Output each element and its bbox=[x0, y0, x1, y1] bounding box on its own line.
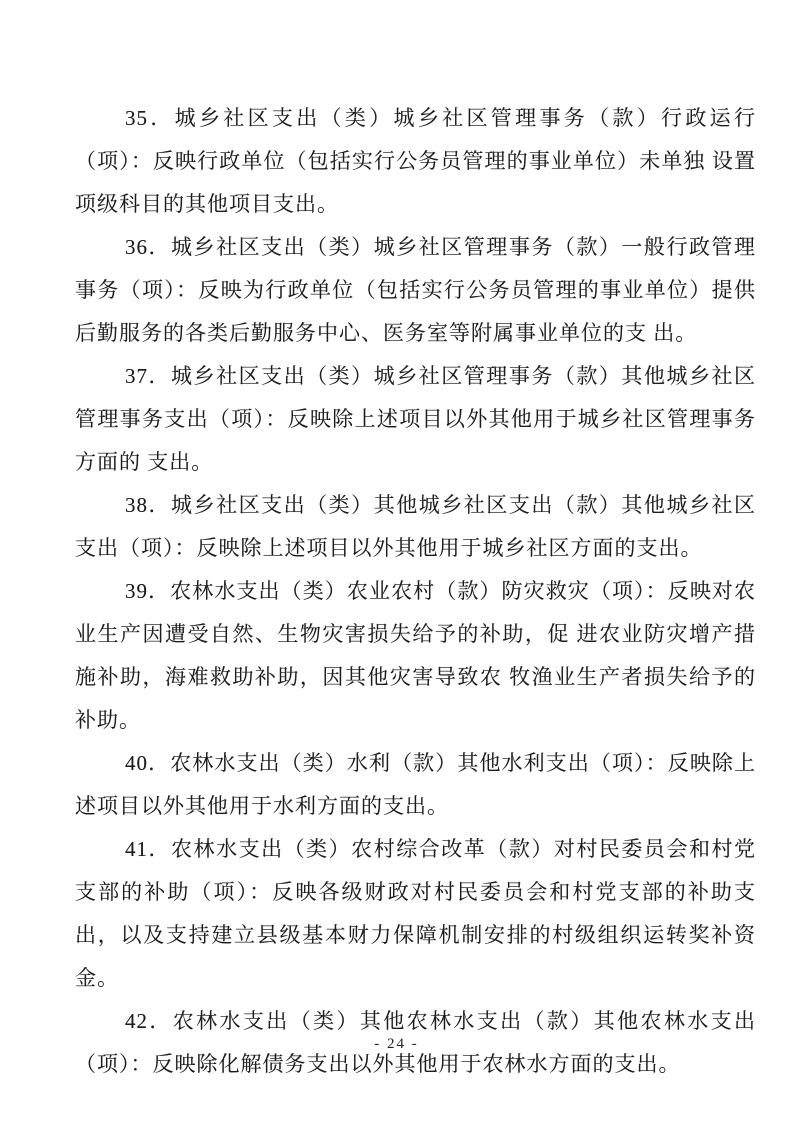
paragraph-37: 37．城乡社区支出（类）城乡社区管理事务（款）其他城乡社区管理事务支出（项）：反映除上述项目以外其他用于城乡社区管理事务方面的 支出。 bbox=[75, 364, 756, 474]
paragraph-39: 39．农林水支出（类）农业农村（款）防灾救灾（项）：反映对农业生产因遭受自然、生物灾害损失给予的补助，促 进农业防灾增产措施补助，海难救助补助，因其他灾害导致农 牧渔业生产者损失给予的补助。 bbox=[75, 579, 756, 732]
paragraph-41: 41．农林水支出（类）农村综合改革（款）对村民委员会和村党支部的补助（项）：反映各级财政对村民委员会和村党支部的补助支出，以及支持建立县级基本财力保障机制安排的村级组织运转奖补资金。 bbox=[75, 837, 756, 990]
paragraph-40: 40．农林水支出（类）水利（款）其他水利支出（项）：反映除上述项目以外其他用于水利方面的支出。 bbox=[75, 751, 756, 818]
paragraph-38: 38．城乡社区支出（类）其他城乡社区支出（款）其他城乡社区支出（项）：反映除上述项目以外其他用于城乡社区方面的支出。 bbox=[75, 493, 756, 560]
paragraph-35: 35．城乡社区支出（类）城乡社区管理事务（款）行政运行（项）：反映行政单位（包括实行公务员管理的事业单位）未单独 设置项级科目的其他项目支出。 bbox=[75, 106, 756, 216]
paragraph-36: 36．城乡社区支出（类）城乡社区管理事务（款）一般行政管理事务（项）：反映为行政单位（包括实行公务员管理的事业单位）提供后勤服务的各类后勤服务中心、医务室等附属事业单位的支 出。 bbox=[75, 235, 756, 345]
document-body bbox=[75, 97, 756, 1086]
paragraph-42: 42．农林水支出（类）其他农林水支出（款）其他农林水支出（项）：反映除化解债务支出以外其他用于农林水方面的支出。 bbox=[75, 1009, 756, 1076]
page-number: - 24 - bbox=[374, 1036, 419, 1052]
